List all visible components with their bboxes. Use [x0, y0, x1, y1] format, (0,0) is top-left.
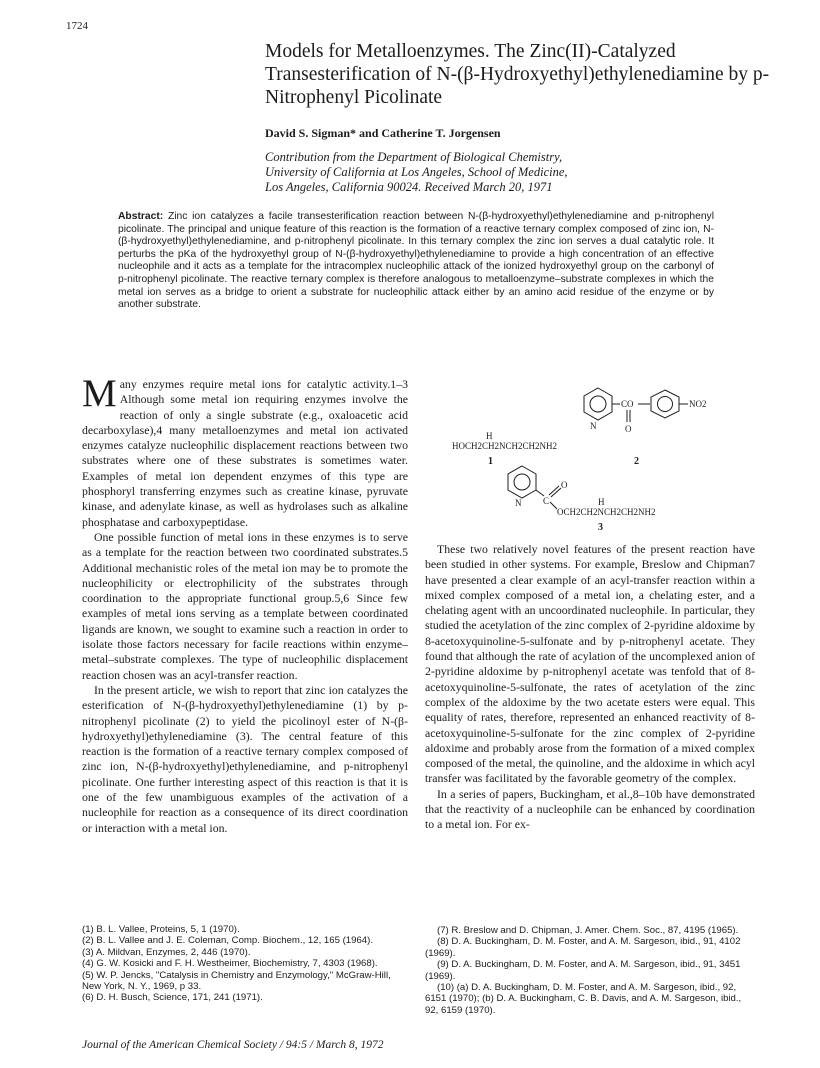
footnote: (9) D. A. Buckingham, D. M. Foster, and A. M. Sargeson, ibid., 91, 3451 (1969). [425, 959, 741, 982]
benzene-ring-icon [651, 390, 679, 418]
paragraph: One possible function of metal ions in these enzymes is to serve as a template for the reaction between two coordinated substrates.5 Additional mechanistic roles of the metal ion may be to promote the nucleophilicity or electrophilicity of the substrates through coordination to the appropriate functional group.5,6 Since few examples of metal ions serving as a template between coordinated ligands are known, we sought to examine such a reaction in order to isolate those factors necessary for facile reactions within enzyme–metal–substrate complexes. The type of nucleophilic displacement reaction chosen was an acyl-transfer reaction. [82, 529, 408, 682]
pyridine-ring-icon [584, 388, 612, 420]
paragraph-text: any enzymes require metal ions for catalytic activity.1–3 Although some metal ion requiring enzymes involve the reaction of only a single substrate (e.g., oxaloacetic acid decarboxylase),4 many metalloenzymes and metal ion activated enzymes catalyze nucleophilic displacement reactions between two substrates where one of these substrates is sometimes water. Examples of metal ion dependent enzymes of this type are phosphoryl transferring enzymes such as creatine kinase, pyruvate kinase, and adenylate kinase, as well as hydrolases such as alkaline phosphatase and carboxypeptidase. [82, 377, 408, 529]
footnote: (4) G. W. Kosicki and F. H. Westheimer, Biochemistry, 7, 4303 (1968). [82, 958, 378, 970]
footnote: (2) B. L. Vallee and J. E. Coleman, Comp. Biochem., 12, 165 (1964). [82, 935, 373, 947]
abstract-text: Zinc ion catalyzes a facile transesterification reaction between N-(β-hydroxyethyl)ethylenediamine and p-nitrophenyl picolinate. The principal and unique feature of this reaction is the formation of a reactive ternary complex composed of zinc ion, N-(β-hydroxyethyl)ethylenediamine, and p-nitrophenyl picolinate. In this ternary complex the zinc ion serves a dual catalytic role. It perturbs the pKa of the hydroxyethyl group of N-(β-hydroxyethyl)ethylenediamine to provide a high concentration of an effective nucleophile and it acts as a template for the intracomplex nucleophilic attack of the ionized hydroxyethyl group on the carbonyl of p-nitrophenyl picolinate. The reactive ternary complex is therefore analogous to metalloenzyme–substrate complexes in which the metal ion serves as a bridge to orient a substrate for nucleophilic attack either by an amino acid residue of the enzyme or by another substrate. [118, 211, 714, 311]
structure-diagram [420, 378, 760, 540]
compound-3-h: H [598, 497, 605, 507]
compound-3-o: O [561, 480, 568, 490]
footnotes-right [425, 925, 755, 1016]
footnote: (3) A. Mildvan, Enzymes, 2, 446 (1970). [82, 946, 251, 958]
body-column-right [425, 542, 755, 833]
affiliation-line: Los Angeles, California 90024. Received March 20, 1971 [265, 180, 553, 194]
paragraph: In the present article, we wish to report that zinc ion catalyzes the esterification of N-(β-hydroxyethyl)ethylenediamine (1) by p-nitrophenyl picolinate (2) to yield the picolinoyl ester of N-(β-hydroxyethyl)ethylenediamine (3). The central feature of this reaction is the formation of a reactive ternary complex composed of zinc ion, N-(β-hydroxyethyl)ethylenediamine, and p-nitrophenyl picolinate. One further interesting aspect of this reaction is that it is one of the few unambiguous examples of the activation of a nucleophile for reaction as a consequence of its direct coordination or interaction with a metal ion. [82, 682, 408, 835]
affiliation-line: Contribution from the Department of Biological Chemistry, [265, 150, 563, 164]
drop-cap: M [82, 372, 117, 415]
footnote: (7) R. Breslow and D. Chipman, J. Amer. Chem. Soc., 87, 4195 (1965). [437, 925, 739, 936]
paragraph [82, 372, 408, 530]
journal-footer: Journal of the American Chemical Society / 94:5 / March 8, 1972 [82, 1039, 384, 1051]
page-number: 1724 [66, 20, 88, 32]
footnote: (5) W. P. Jencks, "Catalysis in Chemistry and Enzymology," McGraw-Hill, New York, N. Y., 1969, p 33. [82, 969, 391, 993]
compound-2-nitro: NO2 [689, 399, 707, 409]
author-list: David S. Sigman* and Catherine T. Jorgensen [265, 126, 501, 140]
footnote: (1) B. L. Vallee, Proteins, 5, 1 (1970). [82, 924, 240, 935]
compound-1-h: H [486, 431, 493, 441]
footnote: (8) D. A. Buckingham, D. M. Foster, and A. M. Sargeson, ibid., 91, 4102 (1969). [425, 936, 741, 959]
compound-1-formula: HOCH2CH2NCH2CH2NH2 [452, 441, 558, 451]
compound-2-n: N [590, 421, 597, 431]
compound-2-co: CO [621, 399, 634, 409]
footnote: (10) (a) D. A. Buckingham, D. M. Foster, and A. M. Sargeson, ibid., 92, 6151 (1970); (b) D. A. Buckingham, C. B. Davis, and A. M. Sargeson, ibid., 92, 6159 (1970). [425, 982, 742, 1016]
paragraph: In a series of papers, Buckingham, et al.,8–10b have demonstrated that the reactivity of a nucleophile can be enhanced by coordination to a metal ion. For ex- [425, 786, 755, 832]
pyridine-ring-icon [508, 466, 536, 498]
affiliation-block [265, 150, 785, 195]
abstract-label: Abstract: [118, 211, 164, 222]
compound-3-number: 3 [598, 522, 603, 533]
body-column-left [82, 372, 408, 836]
compound-3-c: C [543, 496, 550, 506]
footnote: (6) D. H. Busch, Science, 171, 241 (1971). [82, 992, 263, 1004]
compound-2-number: 2 [634, 456, 639, 467]
compound-3-n: N [515, 498, 522, 508]
paragraph: These two relatively novel features of the present reaction have been studied in other systems. For example, Breslow and Chipman7 have presented a clear example of an acyl-transfer reaction within a mixed complex composed of a metal ion, a chelating ester, and a chelating agent with an uncoordinated nucleophile. In particular, they studied the acetylation of the zinc complex of 2-pyridine aldoxime by 8-acetoxyquinoline-5-sulfonate and by p-nitrophenyl acetate. They found that although the rate of acylation of the uncomplexed anion of 2-pyridine aldoxime by p-nitrophenyl acetate was tenfold that of 8-acetoxyquinoline-5-sulfonate, the rates of acetylation of the zinc complex of the aldoxime by the two acetate esters were equal. This equality of rates, therefore, represented an enhanced reactivity of 8-acetoxyquinoline-5-sulfonate for the zinc complex of 2-pyridine aldoxime and probably arose from the formation of a mixed complex composed of the metal, the quinoline, and the aldoxime in which acyl transfer was facilitated by the favorable geometry of the complex. [425, 542, 755, 786]
affiliation-line: University of California at Los Angeles, School of Medicine, [265, 165, 568, 179]
compound-3-chain: OCH2CH2NCH2CH2NH2 [557, 507, 656, 517]
chemical-structures-figure [420, 378, 760, 540]
compound-1-number: 1 [488, 456, 493, 467]
abstract [118, 211, 714, 312]
compound-2-o: O [625, 424, 632, 434]
footnotes-left [82, 924, 412, 1004]
article-title: Models for Metalloenzymes. The Zinc(II)-Catalyzed Transesterification of N-(β-Hydroxyethyl)ethylenediamine by p-Nitrophenyl Picolinate [265, 41, 770, 108]
